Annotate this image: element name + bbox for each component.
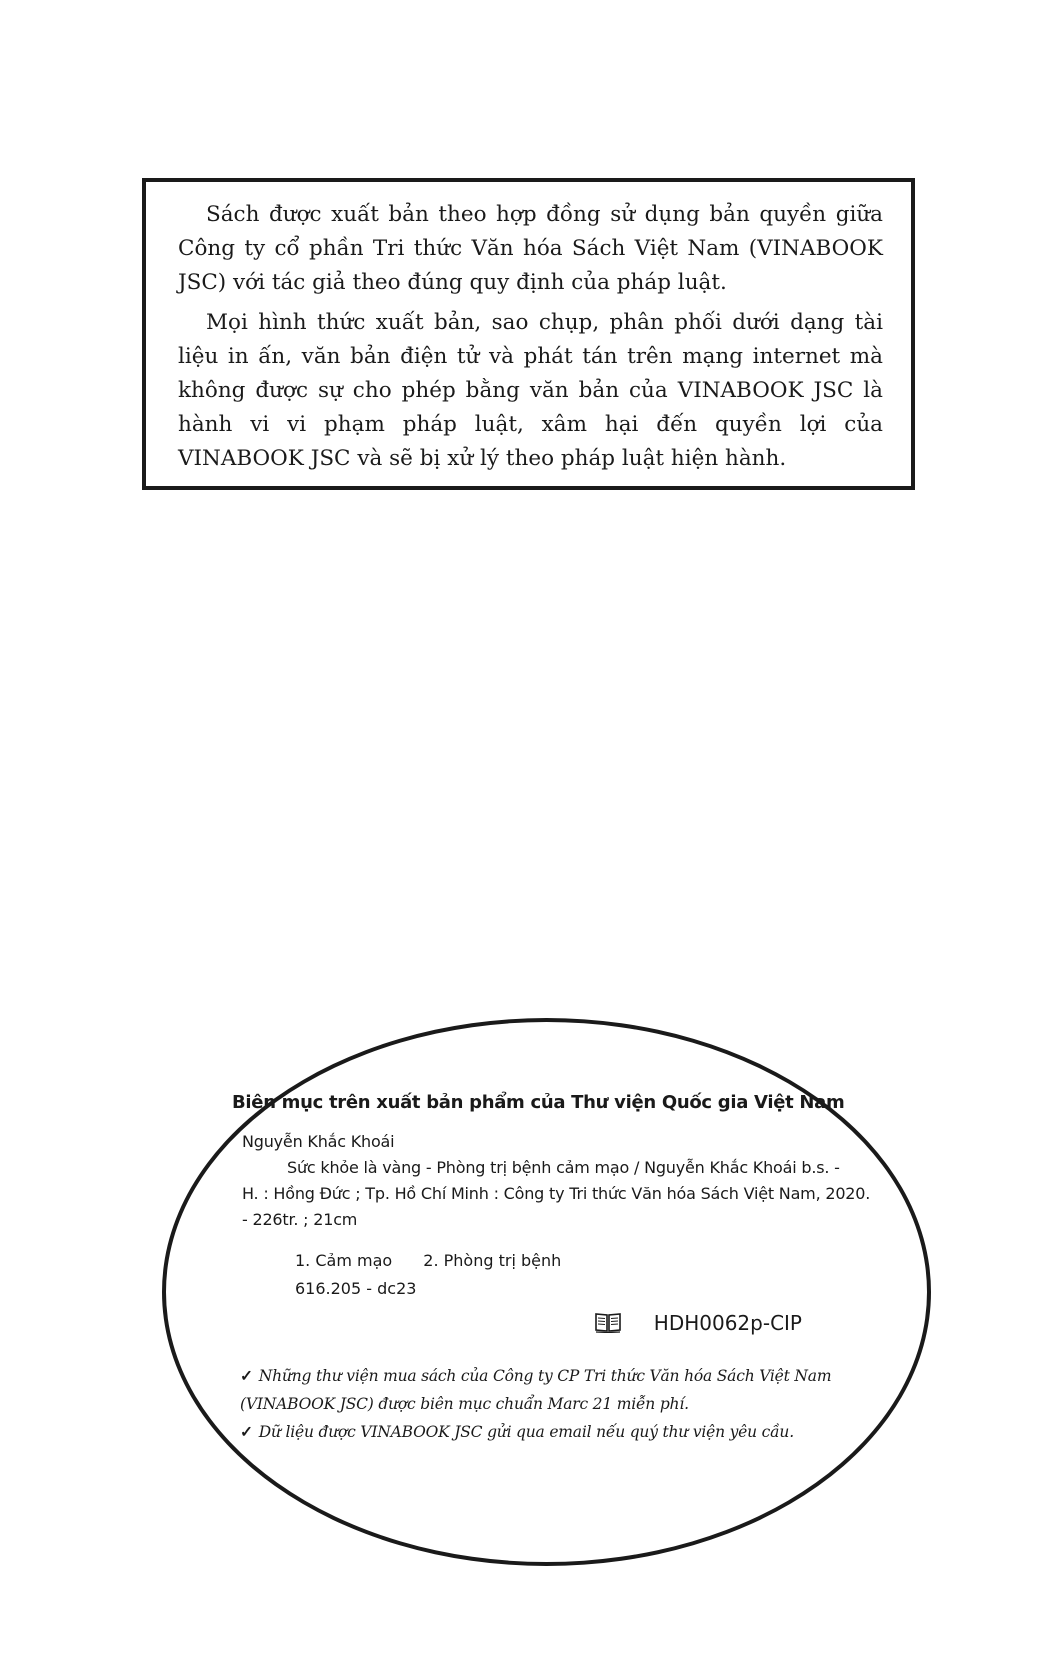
cip-note-1-line-2: (VINABOOK JSC) được biên mục chuẩn Marc 21 miễn phí. [240,1395,689,1413]
cip-notes [240,1362,850,1446]
cip-author: Nguyễn Khắc Khoái [242,1132,395,1151]
cip-note-1-line-1: Những thư viện mua sách của Công ty CP Tri thức Văn hóa Sách Việt Nam [258,1367,832,1385]
copyright-paragraph-1: Sách được xuất bản theo hợp đồng sử dụng bản quyền giữa Công ty cổ phần Tri thức Văn hóa Sách Việt Nam (VINABOOK JSC) với tác giả theo đúng quy định của pháp luật. [178,202,883,295]
cip-record [232,1092,871,1350]
cip-record-id-row [242,1311,822,1338]
cip-note-1 [240,1362,850,1390]
cip-description-line-2: H. : Hồng Đức ; Tp. Hồ Chí Minh : Công ty Tri thức Văn hóa Sách Việt Nam, 2020. [242,1184,871,1203]
cip-subjects [242,1247,822,1275]
check-icon: ✓ [240,1366,253,1385]
cip-description-line-3: - 226tr. ; 21cm [242,1210,358,1229]
copyright-notice-box [142,178,915,490]
cip-subject-1: 1. Cảm mạo [295,1251,393,1270]
cip-note-2-line-1: Dữ liệu được VINABOOK JSC gửi qua email nếu quý thư viện yêu cầu. [258,1423,794,1441]
cip-classification: 616.205 - dc23 [295,1279,417,1298]
copyright-paragraph-2: Mọi hình thức xuất bản, sao chụp, phân phối dưới dạng tài liệu in ấn, văn bản điện tử và phát tán trên mạng internet mà không được sự cho phép bằng văn bản của VINABOOK JSC là hành vi vi phạm pháp luật, xâm hại đến quyền lợi của VINABOOK JSC và sẽ bị xử lý theo pháp luật hiện hành. [178,310,883,471]
open-book-icon [595,1311,621,1338]
check-icon: ✓ [240,1422,253,1441]
cip-note-2 [240,1418,850,1446]
cip-description-line-1: Sức khỏe là vàng - Phòng trị bệnh cảm mạo / Nguyễn Khắc Khoái b.s. - [287,1158,840,1177]
cip-record-id: HDH0062p-CIP [653,1311,802,1335]
cip-title: Biên mục trên xuất bản phẩm của Thư viện Quốc gia Việt Nam [232,1092,845,1113]
cip-subject-2: 2. Phòng trị bệnh [423,1251,562,1270]
